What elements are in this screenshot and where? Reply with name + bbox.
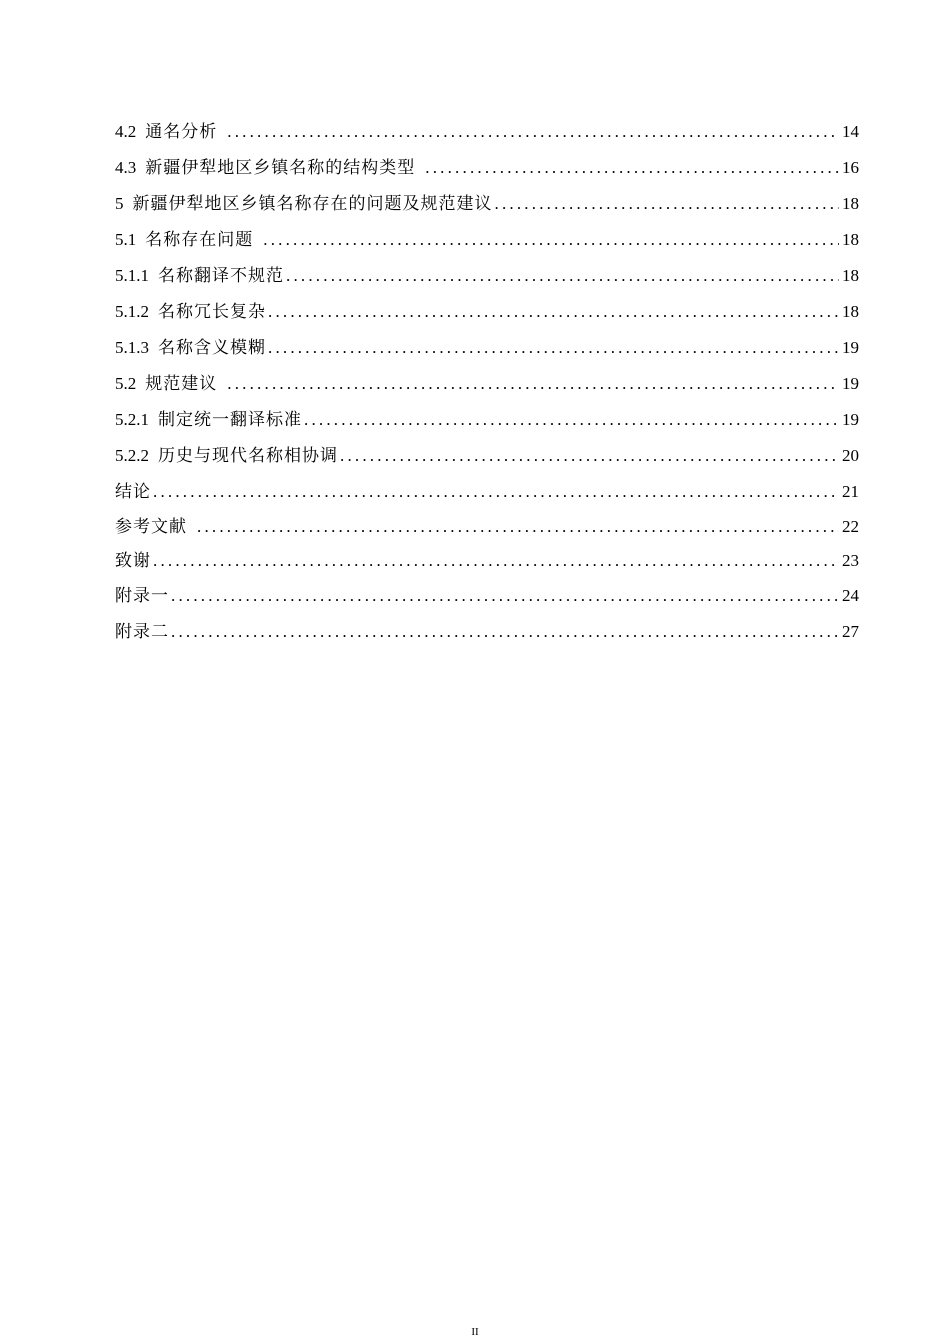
- toc-entry-title: 规范建议: [145, 374, 218, 393]
- toc-entry-page: 24: [842, 586, 859, 605]
- toc-entry[interactable]: [115, 544, 859, 578]
- toc-entry-page: 23: [842, 551, 859, 570]
- toc-dot-leader: [227, 366, 839, 402]
- toc-entry[interactable]: [115, 366, 859, 402]
- toc-entry[interactable]: [115, 258, 859, 294]
- toc-entry-page: 19: [842, 374, 859, 393]
- toc-entry-page: 18: [842, 194, 859, 213]
- toc-entry[interactable]: [115, 510, 859, 544]
- toc-entry[interactable]: [115, 402, 859, 438]
- toc-dot-leader: [153, 474, 839, 510]
- toc-entry[interactable]: [115, 222, 859, 258]
- toc-entry-number: 4.3: [115, 158, 137, 177]
- toc-entry-page: 16: [842, 158, 859, 177]
- toc-entry[interactable]: [115, 330, 859, 366]
- toc-entry-title: 新疆伊犁地区乡镇名称存在的问题及规范建议: [132, 194, 493, 213]
- toc-entry[interactable]: [115, 578, 859, 614]
- toc-dot-leader: [153, 544, 839, 578]
- toc-entry-number: 5.1.1: [115, 266, 149, 285]
- toc-entry-number: 5.2.2: [115, 446, 149, 465]
- toc-entry[interactable]: [115, 114, 859, 150]
- toc-entry-number: 5: [115, 194, 124, 213]
- table-of-contents: [115, 114, 859, 650]
- toc-dot-leader: [197, 510, 839, 544]
- toc-dot-leader: [171, 614, 839, 650]
- toc-entry-page: 21: [842, 482, 859, 501]
- toc-entry-number: 5.2.1: [115, 410, 149, 429]
- toc-dot-leader: [286, 258, 839, 294]
- toc-entry-title: 名称含义模糊: [158, 338, 266, 357]
- toc-dot-leader: [263, 222, 839, 258]
- toc-entry-title: 制定统一翻译标准: [158, 410, 302, 429]
- toc-entry-page: 27: [842, 622, 859, 641]
- toc-entry-title: 通名分析: [145, 122, 218, 141]
- page-number-footer: II: [471, 1326, 479, 1338]
- toc-entry-number: 5.1.2: [115, 302, 149, 321]
- toc-entry-number: 4.2: [115, 122, 137, 141]
- toc-entry-title: 新疆伊犁地区乡镇名称的结构类型: [145, 158, 416, 177]
- toc-entry[interactable]: [115, 186, 859, 222]
- toc-entry[interactable]: [115, 438, 859, 474]
- toc-dot-leader: [304, 402, 839, 438]
- toc-entry[interactable]: [115, 474, 859, 510]
- toc-entry-title: 附录二: [115, 622, 169, 641]
- toc-entry-page: 22: [842, 517, 859, 536]
- toc-entry-page: 18: [842, 230, 859, 249]
- toc-entry-page: 18: [842, 302, 859, 321]
- toc-entry-page: 14: [842, 122, 859, 141]
- toc-entry-number: 5.2: [115, 374, 137, 393]
- toc-entry-title: 附录一: [115, 586, 169, 605]
- toc-entry-title: 名称冗长复杂: [158, 302, 266, 321]
- toc-entry[interactable]: [115, 614, 859, 650]
- toc-dot-leader: [495, 186, 840, 222]
- toc-entry-number: 5.1: [115, 230, 137, 249]
- toc-entry-title: 致谢: [115, 551, 151, 570]
- toc-entry-number: 5.1.3: [115, 338, 149, 357]
- toc-dot-leader: [171, 578, 839, 614]
- toc-entry-title: 参考文献: [115, 517, 187, 536]
- toc-entry-page: 19: [842, 410, 859, 429]
- toc-dot-leader: [425, 150, 839, 186]
- toc-entry[interactable]: [115, 150, 859, 186]
- toc-dot-leader: [268, 294, 839, 330]
- toc-entry-title: 历史与现代名称相协调: [158, 446, 338, 465]
- toc-dot-leader: [227, 114, 839, 150]
- toc-entry[interactable]: [115, 294, 859, 330]
- toc-entry-title: 名称翻译不规范: [158, 266, 284, 285]
- toc-entry-page: 18: [842, 266, 859, 285]
- toc-dot-leader: [268, 330, 839, 366]
- toc-entry-title: 结论: [115, 482, 151, 501]
- toc-entry-title: 名称存在问题: [145, 230, 254, 249]
- toc-entry-page: 19: [842, 338, 859, 357]
- toc-entry-page: 20: [842, 446, 859, 465]
- toc-dot-leader: [340, 438, 839, 474]
